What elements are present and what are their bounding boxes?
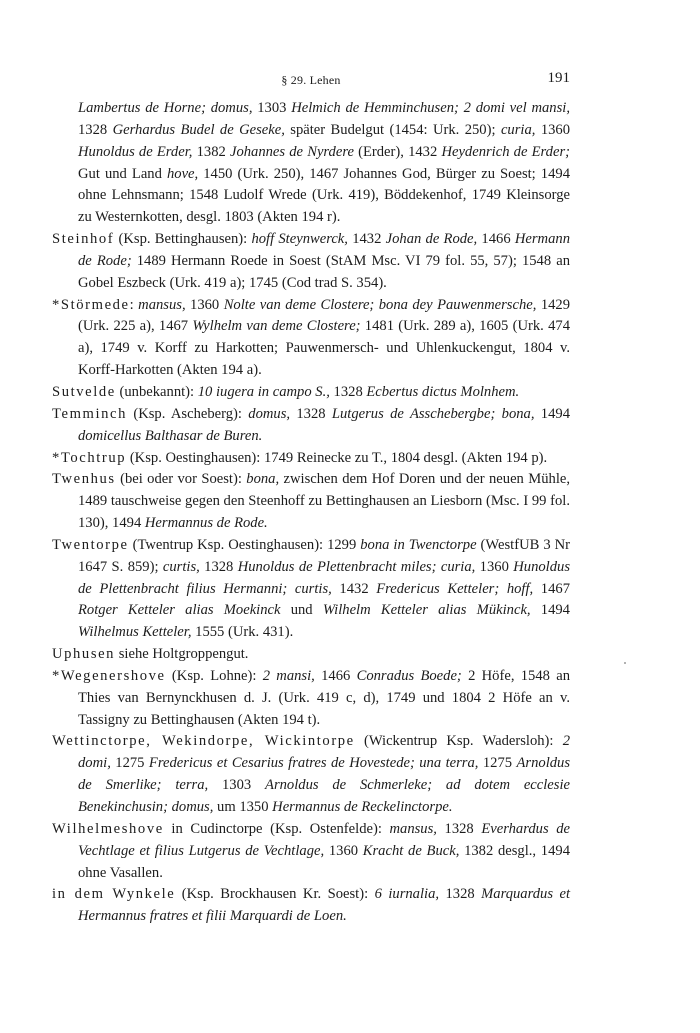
entry-text: 1466 — [314, 667, 357, 684]
entry-text: (bei oder vor Soest): — [115, 471, 247, 488]
entry-text: 1494 — [530, 602, 570, 619]
latin-citation: Lambertus de Horne; domus, — [78, 100, 253, 116]
latin-citation: Wylhelm van deme Clostere; — [192, 318, 361, 335]
latin-citation: Hermannus de Reckelinctorpe. — [272, 799, 453, 815]
entry-headword: Steinhof — [52, 231, 115, 248]
page-number: 191 — [547, 70, 570, 86]
entry-text: 1328 — [78, 121, 113, 138]
entry-text: 1450 (Urk. 250), 1467 Johannes God, Bürger zu Soest; 1494 ohne Lehnsmann; 1548 Ludolf Wrede (Urk. 419), Böddekenhof, 1749 Kleinsorge zu Westernkotten, desgl. 1803 (Akten 194 r). — [78, 165, 570, 226]
entry-text: 1429 (Urk. 225 a), 1467 — [78, 296, 571, 335]
entry-headword: Temminch — [52, 405, 128, 422]
entry-headword: *Wegenershove — [52, 667, 166, 684]
entry — [52, 731, 570, 818]
entry — [52, 819, 570, 885]
latin-citation: Fredericus Ketteler; hoff, — [376, 580, 534, 597]
latin-citation: Ecbertus dictus Molnhem. — [366, 383, 520, 400]
entry-list — [52, 98, 570, 928]
entry-text: (Erder), 1432 — [353, 143, 442, 160]
entry-text: und — [280, 602, 323, 619]
section-heading: § 29. Lehen — [281, 73, 341, 87]
latin-citation: Hunoldus de Plettenbracht filius Hermanni; curtis, — [78, 558, 571, 597]
latin-citation: hove, — [166, 165, 199, 182]
latin-citation: Hermannus de Rode. — [144, 515, 268, 532]
entry-headword: Twentorpe — [52, 536, 129, 553]
entry-headword: *Tochtrup — [52, 449, 127, 466]
entry — [52, 229, 570, 295]
latin-citation: Heydenrich de Erder; — [441, 143, 570, 160]
entry-text: 1275 — [110, 755, 149, 772]
latin-citation: domicellus Balthasar de Buren. — [78, 427, 263, 444]
entry — [52, 535, 570, 644]
entry-text: 1275 — [478, 755, 517, 772]
entry-text: (Ksp. Brockhausen Kr. Soest): — [175, 886, 375, 903]
latin-citation: Kracht de Buck, — [362, 842, 460, 859]
margin-speck — [624, 662, 626, 664]
entry-text: siehe Holtgroppengut. — [115, 646, 249, 663]
latin-citation: 10 iugera in campo S., — [197, 383, 330, 400]
entry-text: später Budelgut (1454: Urk. 250); — [284, 121, 501, 138]
entry-text: 1489 Hermann Roede in Soest (StAM Msc. VI 79 fol. 55, 57); 1548 an Gobel Eszbeck (Urk. 419 a); 1745 (Cod trad S. 354). — [78, 252, 570, 291]
entry — [52, 666, 570, 732]
latin-citation: Fredericus et Cesarius fratres de Hovestede; una terra, — [148, 755, 479, 772]
entry — [52, 295, 570, 382]
entry-text: 1466 — [477, 231, 515, 248]
entry-text: zwischen dem Hof Doren und der neuen Mühle, 1489 tauschweise gegen den Steenhoff zu Bettinghausen an Liesborn (Msc. I 99 fol. 130), 1494 — [78, 471, 570, 532]
entry-text: 1467 — [533, 580, 570, 597]
latin-citation: bona in Twenctorpe — [360, 536, 477, 553]
entry-text: 1382 — [192, 143, 230, 160]
entry — [52, 448, 570, 470]
latin-citation: curtis, — [162, 558, 200, 575]
latin-citation: Everhardus de Vechtlage et filius Lutgerus de Vechtlage, — [78, 820, 571, 859]
entry-headword: Wettinctorpe, Wekindorpe, Wickintorpe — [52, 733, 355, 750]
entry-text: (Ksp. Oestinghausen): 1749 Reinecke zu T., 1804 desgl. (Akten 194 p). — [126, 449, 548, 466]
latin-citation: mansus, — [389, 820, 437, 837]
latin-citation: Rotger Ketteler alias Moekinck — [78, 602, 281, 619]
entry-text: 1494 — [534, 405, 570, 422]
entry-text: (Ksp. Ascheberg): — [127, 405, 249, 422]
latin-citation: domus, — [248, 405, 291, 422]
entry-text: : — [129, 296, 139, 313]
entry-text: (WestfUB 3 Nr 1647 S. 859); — [78, 536, 570, 575]
entry-headword: Wilhelmeshove — [52, 820, 164, 837]
entry-text: (Wickentrup Ksp. Wadersloh): — [354, 733, 563, 750]
latin-citation: bona, — [246, 471, 280, 488]
entry-text: 1328 — [329, 383, 367, 400]
entry — [52, 644, 570, 666]
latin-citation: 2 mansi, — [262, 667, 315, 684]
entry-text: 1360 — [185, 296, 224, 313]
entry-headword: *Störmede — [52, 296, 130, 313]
latin-citation: Lutgerus de Asschebergbe; bona, — [331, 405, 535, 422]
entry-text: 1481 (Urk. 289 a), 1605 (Urk. 474 a), 1749 v. Korff zu Harkotten; Pauwenmersch- und Uhlenkuckengut, 1804 v. Korff-Harkotten (Akten 194 a). — [78, 318, 570, 379]
entry-headword: Uphusen — [52, 646, 116, 663]
entry-text: 2 Höfe, 1548 an Thies van Bernynckhusen d. J. (Urk. 419 c, d), 1749 und 1804 2 Höfe an v. Tassigny zu Bettinghausen (Akten 194 t). — [78, 667, 570, 728]
entry-text: 1328 — [290, 405, 332, 422]
latin-citation: Wilhelm Ketteler alias Mükinck, — [322, 602, 531, 619]
entry-headword: Sutvelde — [52, 383, 116, 400]
entry-text: (Ksp. Bettinghausen): — [114, 231, 252, 248]
entry — [52, 469, 570, 535]
entry-text: (Twentrup Ksp. Oestinghausen): 1299 — [128, 536, 361, 553]
latin-citation: 2 domi, — [78, 733, 570, 772]
latin-citation: Johan de Rode, — [385, 231, 478, 248]
latin-citation: Wilhelmus Ketteler, — [78, 624, 192, 641]
latin-citation: Hunoldus de Erder, — [78, 143, 193, 160]
entry-text: 1360 — [475, 558, 514, 575]
latin-citation: Johannes de Nyrdere — [229, 143, 354, 160]
latin-citation: Helmich de Hemminchusen; 2 domi vel mansi, — [291, 100, 570, 116]
latin-citation: Conradus Boede; — [356, 667, 462, 684]
latin-citation: Marquardus et Hermannus fratres et filii Marquardi de Loen. — [78, 886, 571, 925]
entry-text: 1432 — [347, 231, 386, 248]
entry-headword: in dem Wynkele — [52, 886, 176, 903]
latin-citation: mansus, — [138, 296, 186, 313]
entry — [52, 382, 570, 404]
entry-text: um 1350 — [213, 799, 273, 815]
entry-text: (Ksp. Lohne): — [165, 667, 263, 684]
latin-citation: Gerhardus Budel de Geseke, — [112, 121, 285, 138]
entry-text: 1555 (Urk. 431). — [191, 624, 294, 641]
entry — [52, 884, 570, 928]
entry-text: in Cudinctorpe (Ksp. Ostenfelde): — [163, 820, 390, 837]
entry-text: 1328 — [436, 820, 482, 837]
latin-citation: Hermann de Rode; — [78, 231, 570, 269]
latin-citation: Nolte van deme Clostere; bona dey Pauwenmersche, — [223, 296, 537, 313]
latin-citation: hoff Steynwerck, — [251, 231, 348, 248]
latin-citation: 6 iurnalia, — [374, 886, 440, 903]
latin-citation: Arnoldus de Smerlike; terra, — [78, 755, 571, 794]
entry-text: 1328 — [199, 558, 238, 575]
latin-citation: Arnoldus de Schmerleke; ad dotem ecclesie Benekinchusin; domus, — [78, 777, 570, 815]
entry-continued — [52, 98, 570, 229]
entry-text: 1432 — [331, 580, 377, 597]
entry-text: 1360 — [535, 121, 571, 138]
entry-text: 1303 — [208, 777, 266, 794]
entry-text: (unbekannt): — [115, 383, 198, 400]
entry-text: 1360 — [324, 842, 363, 859]
latin-citation: Hunoldus de Plettenbracht miles; curia, — [237, 558, 476, 575]
entry-text: 1328 — [439, 886, 482, 903]
entry-text: 1382 desgl., 1494 ohne Vasallen. — [78, 842, 570, 881]
latin-citation: curia, — [500, 121, 536, 138]
entry-text: Gut und Land — [78, 165, 167, 182]
entry-text: 1303 — [252, 100, 292, 116]
entry-headword: Twenhus — [52, 471, 116, 488]
entry — [52, 404, 570, 448]
running-head — [52, 70, 570, 92]
